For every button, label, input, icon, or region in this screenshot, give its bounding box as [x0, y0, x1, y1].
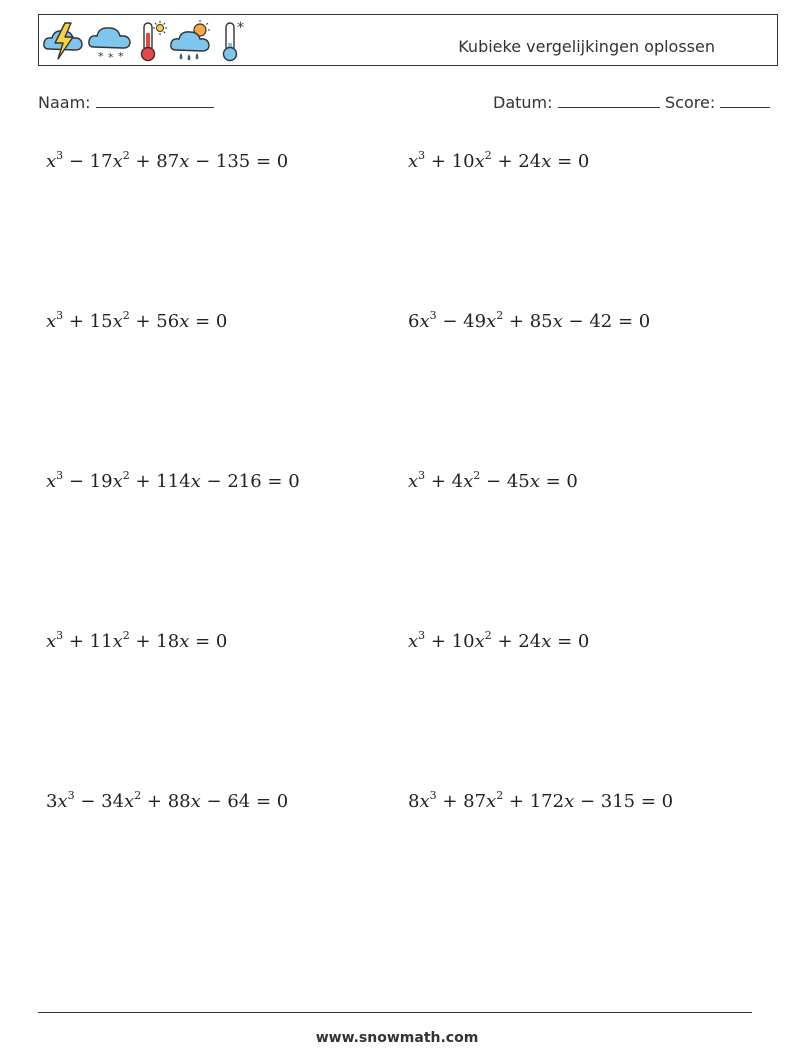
problem-10: $8x^3 + 87x^2 + 172x - 315 = 0$: [408, 789, 674, 812]
rain-sun-cloud-icon: [169, 19, 217, 63]
lightning-cloud-icon: [41, 19, 87, 63]
svg-text:*: *: [118, 50, 124, 63]
weather-icons: [41, 18, 251, 64]
problem-5: $x^3 - 19x^2 + 114x - 216 = 0$: [46, 469, 300, 492]
svg-text:*: *: [237, 20, 244, 36]
problem-8: $x^3 + 10x^2 + 24x = 0$: [408, 629, 590, 652]
worksheet-title: Kubieke vergelijkingen oplossen: [458, 37, 715, 56]
score-field[interactable]: [665, 93, 770, 112]
date-blank[interactable]: [558, 93, 660, 108]
problem-9: $3x^3 - 34x^2 + 88x - 64 = 0$: [46, 789, 289, 812]
name-field[interactable]: [38, 93, 214, 112]
hot-thermometer-icon: [135, 19, 169, 63]
svg-text:*: *: [108, 51, 114, 63]
cold-thermometer-icon: [217, 19, 251, 63]
worksheet-header: [38, 14, 778, 66]
problem-2: $x^3 + 10x^2 + 24x = 0$: [408, 149, 590, 172]
problem-4: $6x^3 - 49x^2 + 85x - 42 = 0$: [408, 309, 651, 332]
problem-1: $x^3 - 17x^2 + 87x - 135 = 0$: [46, 149, 289, 172]
name-blank[interactable]: [96, 93, 214, 108]
problem-3: $x^3 + 15x^2 + 56x = 0$: [46, 309, 228, 332]
problem-7: $x^3 + 11x^2 + 18x = 0$: [46, 629, 228, 652]
name-label: Naam:: [38, 93, 91, 112]
date-label: Datum:: [493, 93, 553, 112]
footer-url[interactable]: www.snowmath.com: [315, 1030, 479, 1046]
snow-cloud-icon: [87, 19, 135, 63]
svg-text:*: *: [98, 50, 104, 63]
score-blank[interactable]: [720, 93, 770, 108]
footer-divider: [38, 1012, 752, 1013]
score-label: Score:: [665, 93, 716, 112]
problem-6: $x^3 + 4x^2 - 45x = 0$: [408, 469, 578, 492]
date-field[interactable]: [493, 93, 660, 112]
